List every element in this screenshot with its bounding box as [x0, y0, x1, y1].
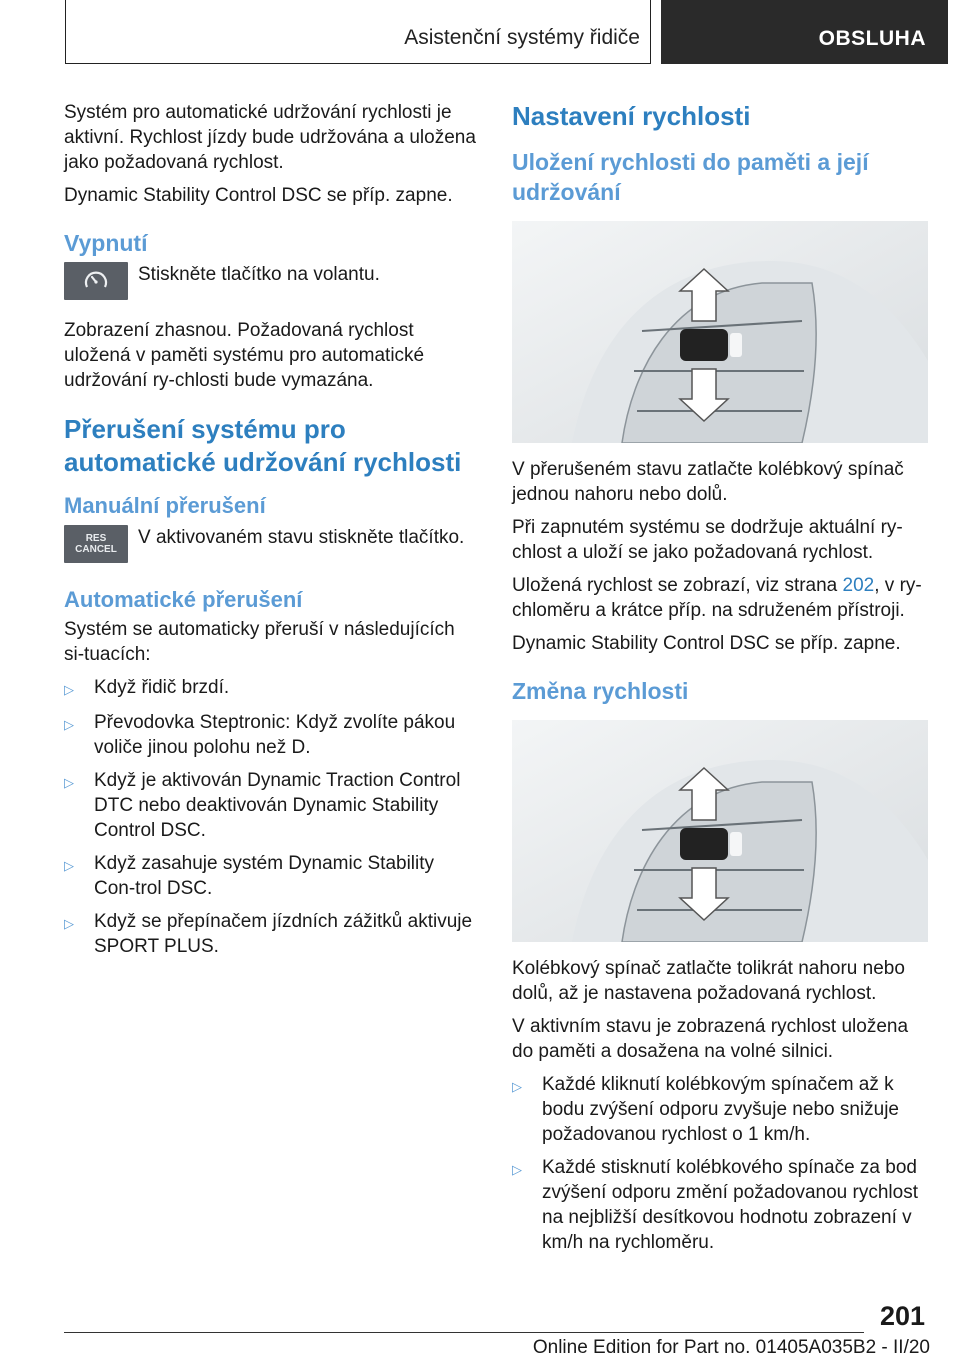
instruction-text: Stiskněte tlačítko na volantu.	[138, 264, 380, 285]
footer-rule	[64, 1332, 864, 1333]
bullet-list	[64, 675, 480, 959]
heading-preruseni: Přerušení systému pro automatické udržování rychlosti	[64, 414, 462, 477]
heading-nastaveni: Nastavení rychlosti	[512, 101, 751, 131]
paragraph: Dynamic Stability Control DSC se příp. zapne.	[64, 185, 453, 206]
edition-footer: Online Edition for Part no. 01405A035B2 - II/20	[532, 1337, 930, 1358]
heading-manualni: Manuální přerušení	[64, 493, 266, 518]
triangle-bullet-icon: ▷	[64, 775, 74, 790]
left-column	[64, 100, 480, 967]
vypnuti-instruction	[64, 262, 480, 300]
paragraph: Dynamic Stability Control DSC se příp. zapne.	[512, 633, 901, 654]
res-cancel-button-icon: RES CANCEL	[64, 525, 128, 563]
triangle-bullet-icon: ▷	[64, 858, 74, 873]
paragraph: Při zapnutém systému se dodržuje aktuální ry‐chlost a uloží se jako požadovaná rychlost.	[512, 517, 903, 563]
paragraph: Systém pro automatické udržování rychlosti je aktivní. Rychlost jízdy bude udržována a uložena jako požadovaná rychlost.	[64, 102, 476, 173]
page-number: 201	[880, 1301, 926, 1331]
header-bottom-rule	[65, 63, 650, 64]
triangle-bullet-icon: ▷	[512, 1079, 522, 1094]
paragraph: Zobrazení zhasnou. Požadovaná rychlost uložená v paměti systému pro automatické udržování ry‐chlosti bude vymazána.	[64, 320, 425, 391]
list-item: ▷ Když se přepínačem jízdních zážitků aktivuje SPORT PLUS.	[64, 911, 473, 957]
list-item: ▷ Když je aktivován Dynamic Traction Control DTC nebo deaktivován Dynamic Stability Control DSC.	[64, 770, 461, 841]
paragraph: Kolébkový spínač zatlačte tolikrát nahoru nebo dolů, až je nastavena požadovaná rychlost.	[512, 958, 905, 1004]
list-item: ▷ Každé stisknutí kolébkového spínače za bod zvýšení odporu změní požadovanou rychlost na nejbližší desítkovou hodnotu zobrazení v km/h na rychloměru.	[512, 1157, 918, 1253]
page-link[interactable]: 202	[842, 575, 875, 596]
paragraph: Systém se automaticky přeruší v následujících si‐tuacích:	[64, 619, 455, 665]
steering-wheel-rocker-switch-image	[512, 720, 928, 942]
heading-vypnuti: Vypnutí	[64, 230, 148, 256]
list-item: ▷ Převodovka Steptronic: Když zvolíte pákou voliče jinou polohu než D.	[64, 712, 456, 758]
right-column	[512, 100, 928, 1263]
heading-ulozeni: Uložení rychlosti do paměti a její udržování	[512, 149, 869, 205]
triangle-bullet-icon: ▷	[64, 916, 74, 931]
triangle-bullet-icon: ▷	[64, 682, 74, 697]
heading-automaticke: Automatické přerušení	[64, 587, 303, 612]
paragraph: V přerušeném stavu zatlačte kolébkový spínač jednou nahoru nebo dolů.	[512, 459, 904, 505]
chapter-title: Asistenční systémy řidiče	[404, 26, 640, 49]
instruction-text: V aktivovaném stavu stiskněte tlačítko.	[138, 527, 465, 548]
section-tab[interactable]: OBSLUHA	[661, 0, 948, 64]
triangle-bullet-icon: ▷	[512, 1162, 522, 1177]
list-item: ▷ Když řidič brzdí.	[64, 675, 480, 702]
paragraph: V aktivním stavu je zobrazená rychlost uložena do paměti a dosažena na volné silnici.	[512, 1016, 909, 1062]
bullet-list	[512, 1072, 928, 1255]
list-item: ▷ Když zasahuje systém Dynamic Stability Con‐trol DSC.	[64, 853, 435, 899]
manualni-instruction	[64, 525, 480, 563]
cruise-control-button-icon	[64, 262, 128, 300]
header-mid-rule	[650, 0, 651, 64]
paragraph: Uložená rychlost se zobrazí, viz strana 202, v ry‐chloměru a krátce příp. na sdruženém přístroji.	[512, 575, 922, 621]
triangle-bullet-icon: ▷	[64, 717, 74, 732]
list-item: ▷ Každé kliknutí kolébkovým spínačem až k bodu zvýšení odporu zvyšuje nebo snižuje požadovanou rychlost o 1 km/h.	[512, 1074, 900, 1145]
heading-zmena: Změna rychlosti	[512, 678, 689, 704]
steering-wheel-rocker-switch-image	[512, 221, 928, 443]
